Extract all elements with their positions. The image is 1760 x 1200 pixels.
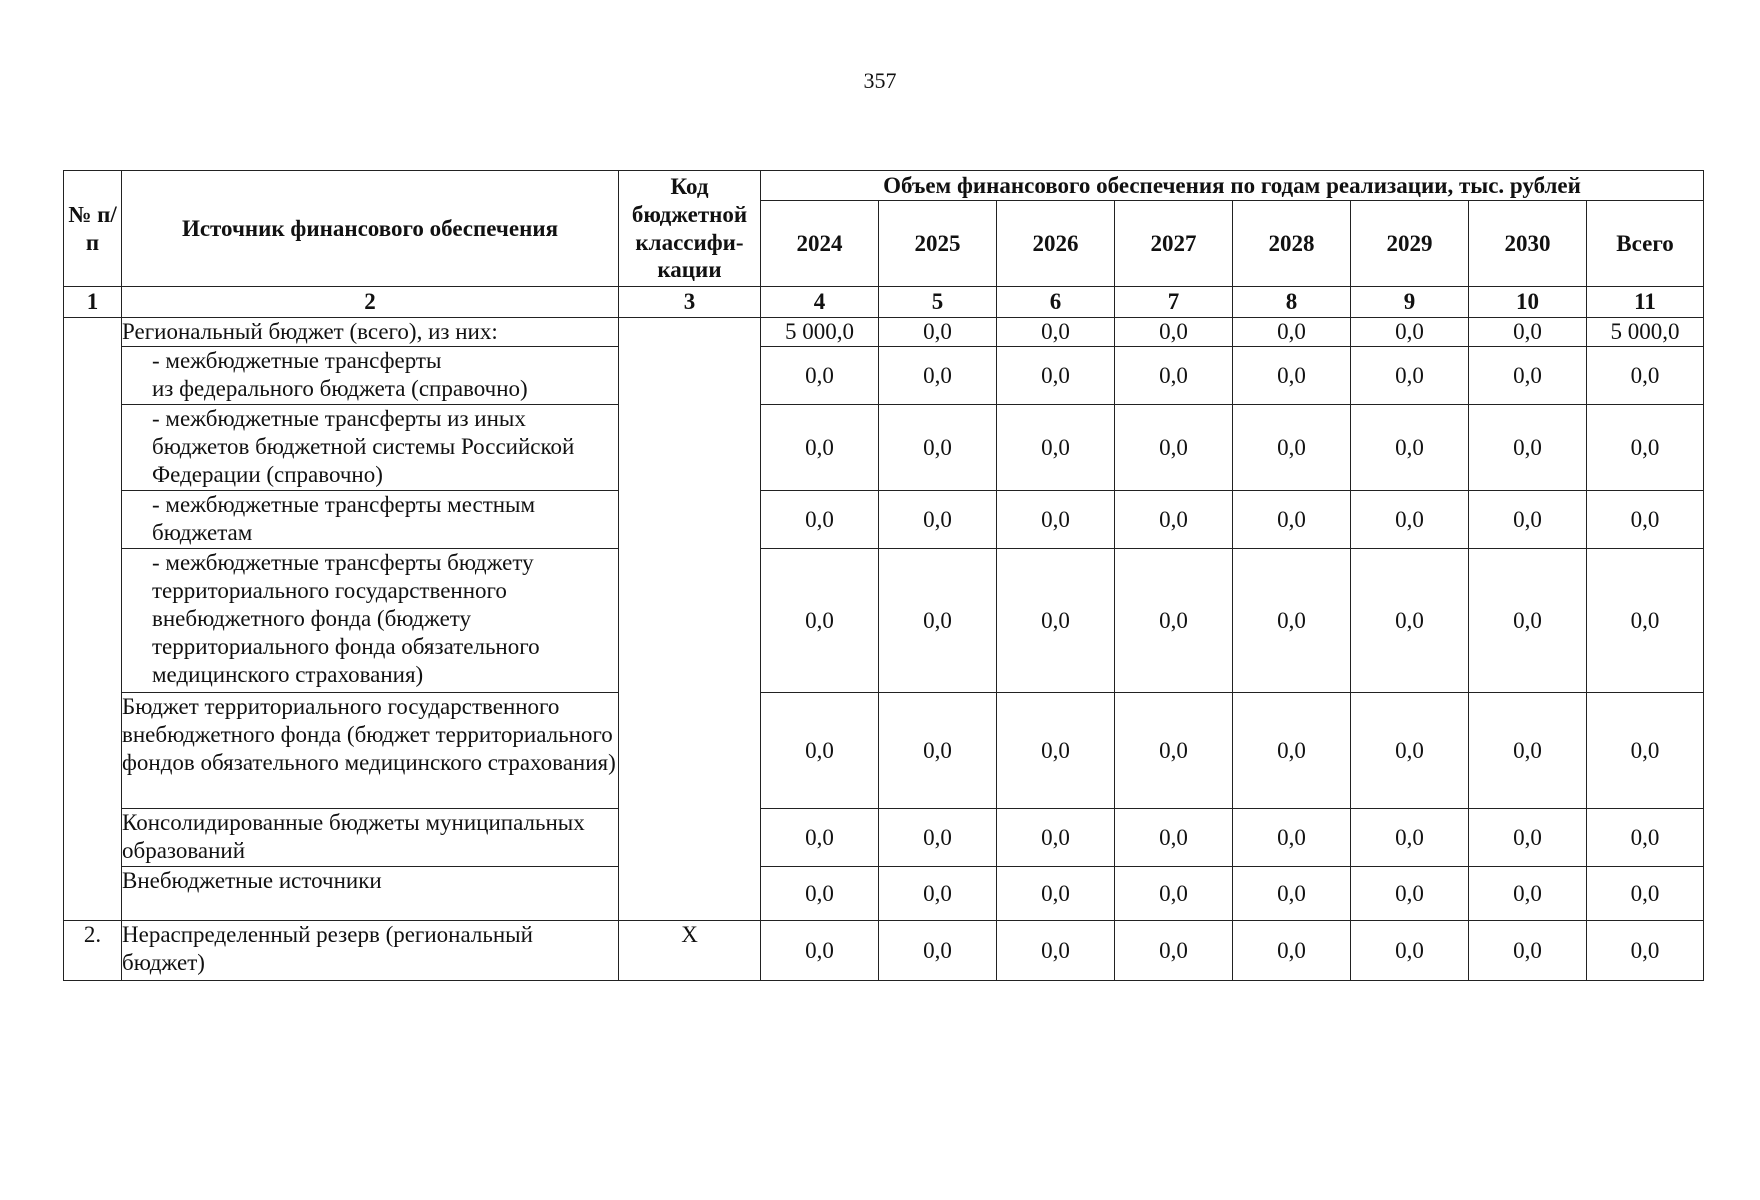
column-number-row <box>64 287 1704 318</box>
value-cell: 0,0 <box>1115 693 1233 809</box>
value-cell: 0,0 <box>1115 867 1233 921</box>
table-row <box>64 318 1704 347</box>
source-cell: - межбюджетные трансферты из иных бюджетов бюджетной системы Российской Федерации (справочно) <box>122 405 619 491</box>
value-cell: 0,0 <box>879 491 997 549</box>
value-cell: 0,0 <box>761 347 879 405</box>
header-year: 2024 <box>761 201 879 287</box>
source-cell: Внебюджетные источники <box>122 867 619 921</box>
value-cell: 0,0 <box>1351 809 1469 867</box>
value-cell: 0,0 <box>997 405 1115 491</box>
value-cell: 0,0 <box>997 347 1115 405</box>
value-cell: 0,0 <box>1351 921 1469 981</box>
value-cell: 0,0 <box>1233 491 1351 549</box>
value-cell: 0,0 <box>761 921 879 981</box>
value-cell: 0,0 <box>1115 549 1233 693</box>
value-cell: 0,0 <box>1233 809 1351 867</box>
value-cell: 0,0 <box>879 549 997 693</box>
header-year: 2029 <box>1351 201 1469 287</box>
table-row <box>64 491 1704 549</box>
column-number: 3 <box>619 287 761 318</box>
column-number: 8 <box>1233 287 1351 318</box>
value-cell: 0,0 <box>1351 491 1469 549</box>
row-number: 2. <box>64 921 122 981</box>
column-number: 7 <box>1115 287 1233 318</box>
value-cell: 0,0 <box>879 809 997 867</box>
table-row <box>64 405 1704 491</box>
value-cell: 0,0 <box>1233 405 1351 491</box>
column-number: 10 <box>1469 287 1587 318</box>
value-cell: 0,0 <box>1351 867 1469 921</box>
value-cell: 0,0 <box>1351 405 1469 491</box>
value-cell: 0,0 <box>1469 491 1587 549</box>
page-number: 357 <box>863 68 897 93</box>
value-cell: 0,0 <box>1233 549 1351 693</box>
value-cell: 0,0 <box>1115 921 1233 981</box>
column-number: 4 <box>761 287 879 318</box>
value-cell: 0,0 <box>761 693 879 809</box>
value-cell: 0,0 <box>1351 318 1469 347</box>
value-cell: 5 000,0 <box>761 318 879 347</box>
value-cell: 0,0 <box>1351 693 1469 809</box>
value-cell: 0,0 <box>879 318 997 347</box>
value-cell: 0,0 <box>1587 347 1704 405</box>
value-cell: 0,0 <box>1469 318 1587 347</box>
header-row-number: № п/п <box>64 171 122 287</box>
value-cell: 0,0 <box>1233 318 1351 347</box>
value-cell: 0,0 <box>997 491 1115 549</box>
row-number <box>64 318 122 921</box>
value-cell: 0,0 <box>1115 405 1233 491</box>
value-cell: 0,0 <box>879 347 997 405</box>
value-cell: 0,0 <box>1115 491 1233 549</box>
source-cell: Региональный бюджет (всего), из них: <box>122 318 619 347</box>
column-number: 9 <box>1351 287 1469 318</box>
value-cell: 0,0 <box>1233 347 1351 405</box>
header-total: Всего <box>1587 201 1704 287</box>
header-year: 2025 <box>879 201 997 287</box>
value-cell: 0,0 <box>1469 549 1587 693</box>
header-year: 2026 <box>997 201 1115 287</box>
column-number: 1 <box>64 287 122 318</box>
value-cell: 0,0 <box>879 867 997 921</box>
source-cell: - межбюджетные трансферты бюджету территориального государственного внебюджетного фонда (бюджету территориального фонда обязательного медицинского страхования) <box>122 549 619 693</box>
value-cell: 0,0 <box>1469 347 1587 405</box>
table-row <box>64 347 1704 405</box>
value-cell: 5 000,0 <box>1587 318 1704 347</box>
source-cell: - межбюджетные трансферты из федерального бюджета (справочно) <box>122 347 619 405</box>
value-cell: 0,0 <box>1233 867 1351 921</box>
header-source: Источник финансового обеспечения <box>122 171 619 287</box>
value-cell: 0,0 <box>997 318 1115 347</box>
value-cell: 0,0 <box>1469 693 1587 809</box>
value-cell: 0,0 <box>879 921 997 981</box>
value-cell: 0,0 <box>997 921 1115 981</box>
value-cell: 0,0 <box>761 867 879 921</box>
source-cell: Нераспределенный резерв (региональный бюджет) <box>122 921 619 981</box>
header-budget-code: Код бюджетной классифи-кации <box>619 171 761 287</box>
value-cell: 0,0 <box>1351 549 1469 693</box>
value-cell: 0,0 <box>761 809 879 867</box>
header-year: 2027 <box>1115 201 1233 287</box>
header-year: 2030 <box>1469 201 1587 287</box>
value-cell: 0,0 <box>1469 921 1587 981</box>
value-cell: 0,0 <box>761 491 879 549</box>
value-cell: 0,0 <box>997 867 1115 921</box>
table-row <box>64 921 1704 981</box>
value-cell: 0,0 <box>1469 405 1587 491</box>
value-cell: 0,0 <box>761 549 879 693</box>
value-cell: 0,0 <box>997 549 1115 693</box>
column-number: 5 <box>879 287 997 318</box>
value-cell: 0,0 <box>1233 921 1351 981</box>
value-cell: 0,0 <box>1469 809 1587 867</box>
table-row <box>64 867 1704 921</box>
value-cell: 0,0 <box>1587 867 1704 921</box>
source-cell: Консолидированные бюджеты муниципальных образований <box>122 809 619 867</box>
budget-code-cell <box>619 318 761 921</box>
value-cell: 0,0 <box>1233 693 1351 809</box>
value-cell: 0,0 <box>1587 693 1704 809</box>
value-cell: 0,0 <box>997 809 1115 867</box>
value-cell: 0,0 <box>1115 809 1233 867</box>
value-cell: 0,0 <box>1115 347 1233 405</box>
header-funding-group: Объем финансового обеспечения по годам реализации, тыс. рублей <box>761 171 1704 201</box>
table-row <box>64 693 1704 809</box>
value-cell: 0,0 <box>1587 491 1704 549</box>
value-cell: 0,0 <box>879 693 997 809</box>
value-cell: 0,0 <box>761 405 879 491</box>
column-number: 11 <box>1587 287 1704 318</box>
value-cell: 0,0 <box>1587 405 1704 491</box>
budget-code-cell: Х <box>619 921 761 981</box>
financing-table <box>63 170 1704 981</box>
value-cell: 0,0 <box>997 693 1115 809</box>
value-cell: 0,0 <box>879 405 997 491</box>
table-row <box>64 809 1704 867</box>
header-year: 2028 <box>1233 201 1351 287</box>
value-cell: 0,0 <box>1587 549 1704 693</box>
value-cell: 0,0 <box>1351 347 1469 405</box>
source-cell: Бюджет территориального государственного внебюджетного фонда (бюджет территориального фондов обязательного медицинского страхования) <box>122 693 619 809</box>
table-row <box>64 549 1704 693</box>
value-cell: 0,0 <box>1115 318 1233 347</box>
column-number: 6 <box>997 287 1115 318</box>
value-cell: 0,0 <box>1587 921 1704 981</box>
value-cell: 0,0 <box>1469 867 1587 921</box>
value-cell: 0,0 <box>1587 809 1704 867</box>
source-cell: - межбюджетные трансферты местным бюджетам <box>122 491 619 549</box>
column-number: 2 <box>122 287 619 318</box>
